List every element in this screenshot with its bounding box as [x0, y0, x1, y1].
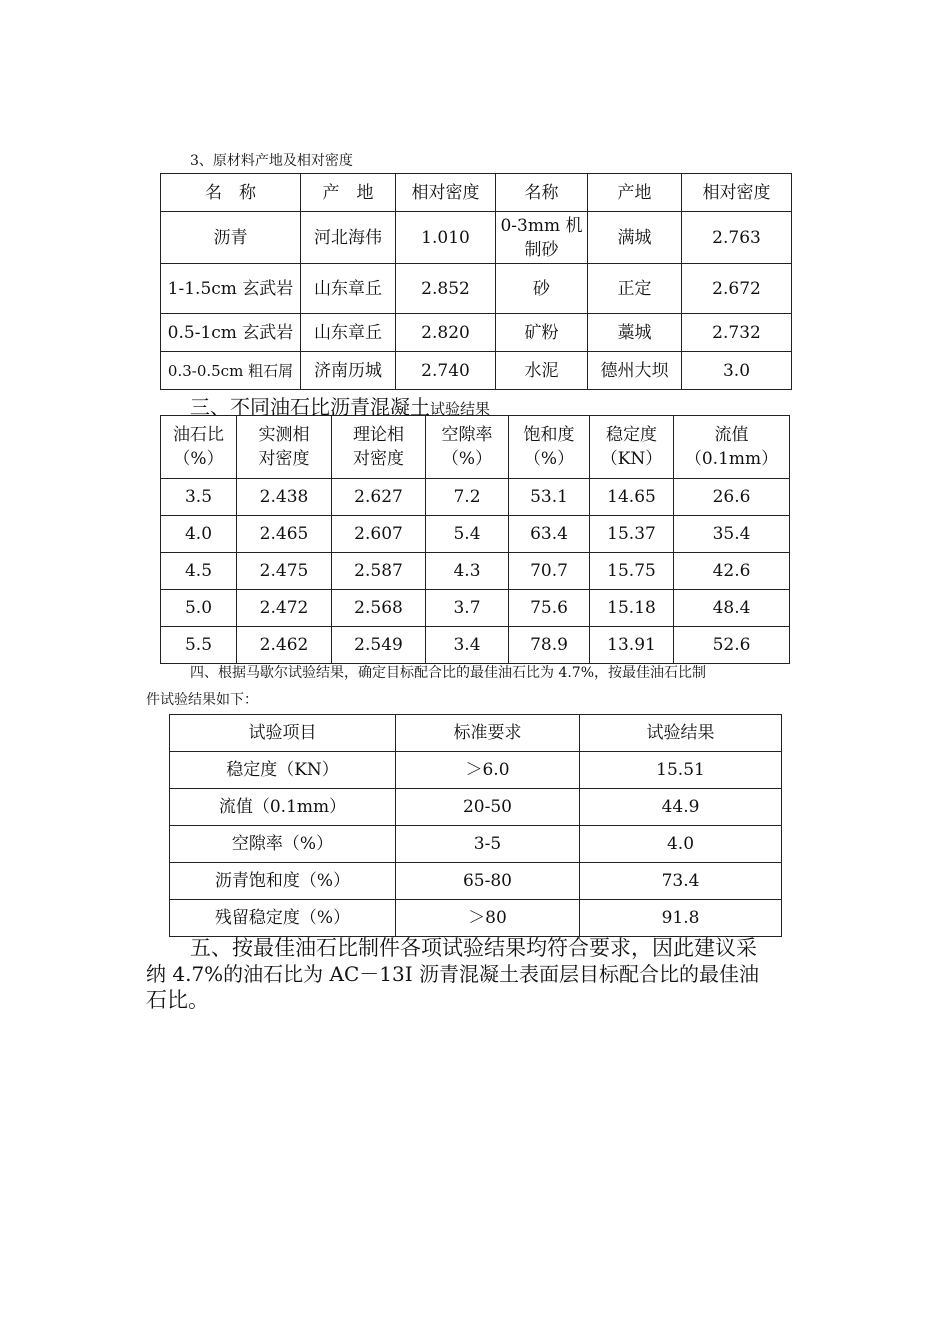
table-cell: 稳定度（KN）: [170, 752, 396, 789]
section-five-line3: 石比。: [146, 988, 209, 1012]
section-3-caption: 3、原材料产地及相对密度: [190, 153, 353, 169]
table-row: [170, 752, 782, 789]
table-cell: 4.3: [426, 553, 509, 590]
table-cell: 4.5: [161, 553, 237, 590]
table-cell: 48.4: [674, 590, 790, 627]
table-cell: 5.4: [426, 516, 509, 553]
table-cell: 70.7: [509, 553, 590, 590]
table-row: [161, 516, 790, 553]
table-cell: 91.8: [580, 900, 782, 937]
table-row: [170, 863, 782, 900]
table-row: [170, 826, 782, 863]
header-cell: 饱和度 （%）: [509, 416, 590, 479]
table-cell: 山东章丘: [301, 264, 396, 314]
section-five-line2: 纳 4.7%的油石比为 AC－13I 沥青混凝土表面层目标配合比的最佳油: [146, 962, 759, 986]
table-cell: 河北海伟: [301, 212, 396, 264]
table-cell: 2.475: [237, 553, 332, 590]
table-cell: 正定: [588, 264, 682, 314]
table-header-row: [170, 715, 782, 752]
table-cell: 15.18: [590, 590, 674, 627]
table-row: [161, 590, 790, 627]
table-cell: 2.462: [237, 627, 332, 664]
header-cell: 试验结果: [580, 715, 782, 752]
table-cell: 沥青饱和度（%）: [170, 863, 396, 900]
table-cell: 3.4: [426, 627, 509, 664]
table-cell: 3.0: [682, 352, 792, 390]
table-cell: 残留稳定度（%）: [170, 900, 396, 937]
table-cell: 2.587: [332, 553, 426, 590]
table-cell: 0.5-1cm 玄武岩: [161, 314, 301, 352]
header-cell: 相对密度: [682, 174, 792, 212]
header-cell: 油石比 （%）: [161, 416, 237, 479]
header-cell: 理论相 对密度: [332, 416, 426, 479]
table-row: [170, 900, 782, 937]
table-cell: 2.465: [237, 516, 332, 553]
table-header-row: [161, 416, 790, 479]
raw-material-table: [160, 173, 792, 390]
table-cell: 15.37: [590, 516, 674, 553]
table-cell: 44.9: [580, 789, 782, 826]
table-cell: 14.65: [590, 479, 674, 516]
table-cell: 0.3-0.5cm 粗石屑: [161, 352, 301, 390]
table-row: [161, 314, 792, 352]
table-cell: 沥青: [161, 212, 301, 264]
table-cell: 2.438: [237, 479, 332, 516]
header-cell: 稳定度 （KN）: [590, 416, 674, 479]
table-row: [161, 627, 790, 664]
header-cell: 实测相 对密度: [237, 416, 332, 479]
table-cell: 2.820: [396, 314, 496, 352]
table-cell: 7.2: [426, 479, 509, 516]
table-cell: 20-50: [396, 789, 580, 826]
table-cell: 矿粉: [496, 314, 588, 352]
header-cell: 流值 （0.1mm）: [674, 416, 790, 479]
section-five-line1: 五、按最佳油石比制件各项试验结果均符合要求，因此建议采: [190, 936, 757, 960]
asphalt-ratio-results-table: [160, 415, 790, 664]
table-row: [161, 553, 790, 590]
table-cell: 山东章丘: [301, 314, 396, 352]
table-cell: 水泥: [496, 352, 588, 390]
section-three-title-main: 三、不同油石比沥青混凝土: [190, 395, 430, 419]
table-cell: 2.732: [682, 314, 792, 352]
section-four-text-line1: 四、根据马歇尔试验结果，确定目标配合比的最佳油石比为 4.7%，按最佳油石比制: [190, 665, 707, 681]
table-cell: 35.4: [674, 516, 790, 553]
table-cell: 2.740: [396, 352, 496, 390]
header-cell: 产地: [588, 174, 682, 212]
table-cell: 空隙率（%）: [170, 826, 396, 863]
table-cell: 65-80: [396, 863, 580, 900]
optimum-ratio-results-table: [169, 714, 782, 937]
table-cell: 0-3mm 机制砂: [496, 212, 588, 264]
header-cell: 产 地: [301, 174, 396, 212]
section-four-text-line2: 件试验结果如下：: [146, 692, 258, 708]
table-cell: 75.6: [509, 590, 590, 627]
table-cell: 满城: [588, 212, 682, 264]
table-cell: 1-1.5cm 玄武岩: [161, 264, 301, 314]
table-row: [161, 264, 792, 314]
table-cell: 1.010: [396, 212, 496, 264]
header-cell: 试验项目: [170, 715, 396, 752]
table-cell: 3-5: [396, 826, 580, 863]
table-cell: 15.75: [590, 553, 674, 590]
table-cell: 4.0: [580, 826, 782, 863]
table-cell: 3.7: [426, 590, 509, 627]
table-cell: 5.5: [161, 627, 237, 664]
table-cell: 流值（0.1mm）: [170, 789, 396, 826]
table-cell: 3.5: [161, 479, 237, 516]
table-cell: 2.568: [332, 590, 426, 627]
table-row: [161, 479, 790, 516]
table-cell: 藁城: [588, 314, 682, 352]
table-cell: 5.0: [161, 590, 237, 627]
section-three-title-suffix: 试验结果: [430, 400, 491, 418]
table-cell: 4.0: [161, 516, 237, 553]
table-cell: 26.6: [674, 479, 790, 516]
table-cell: 德州大坝: [588, 352, 682, 390]
table-cell: 63.4: [509, 516, 590, 553]
table-row: [170, 789, 782, 826]
table-cell: 52.6: [674, 627, 790, 664]
table-cell: 2.852: [396, 264, 496, 314]
table-row: [161, 212, 792, 264]
header-cell: 名 称: [161, 174, 301, 212]
header-cell: 空隙率 （%）: [426, 416, 509, 479]
table-header-row: [161, 174, 792, 212]
table-cell: 2.472: [237, 590, 332, 627]
table-row: [161, 352, 792, 390]
table-cell: 78.9: [509, 627, 590, 664]
table-cell: 2.672: [682, 264, 792, 314]
table-cell: 15.51: [580, 752, 782, 789]
header-cell: 相对密度: [396, 174, 496, 212]
table-cell: 2.627: [332, 479, 426, 516]
header-cell: 名称: [496, 174, 588, 212]
header-cell: 标准要求: [396, 715, 580, 752]
table-cell: 2.549: [332, 627, 426, 664]
table-cell: 2.607: [332, 516, 426, 553]
table-cell: 砂: [496, 264, 588, 314]
table-cell: 53.1: [509, 479, 590, 516]
table-cell: 13.91: [590, 627, 674, 664]
table-cell: 2.763: [682, 212, 792, 264]
table-cell: ＞6.0: [396, 752, 580, 789]
table-cell: ＞80: [396, 900, 580, 937]
table-cell: 济南历城: [301, 352, 396, 390]
table-cell: 73.4: [580, 863, 782, 900]
table-cell: 42.6: [674, 553, 790, 590]
